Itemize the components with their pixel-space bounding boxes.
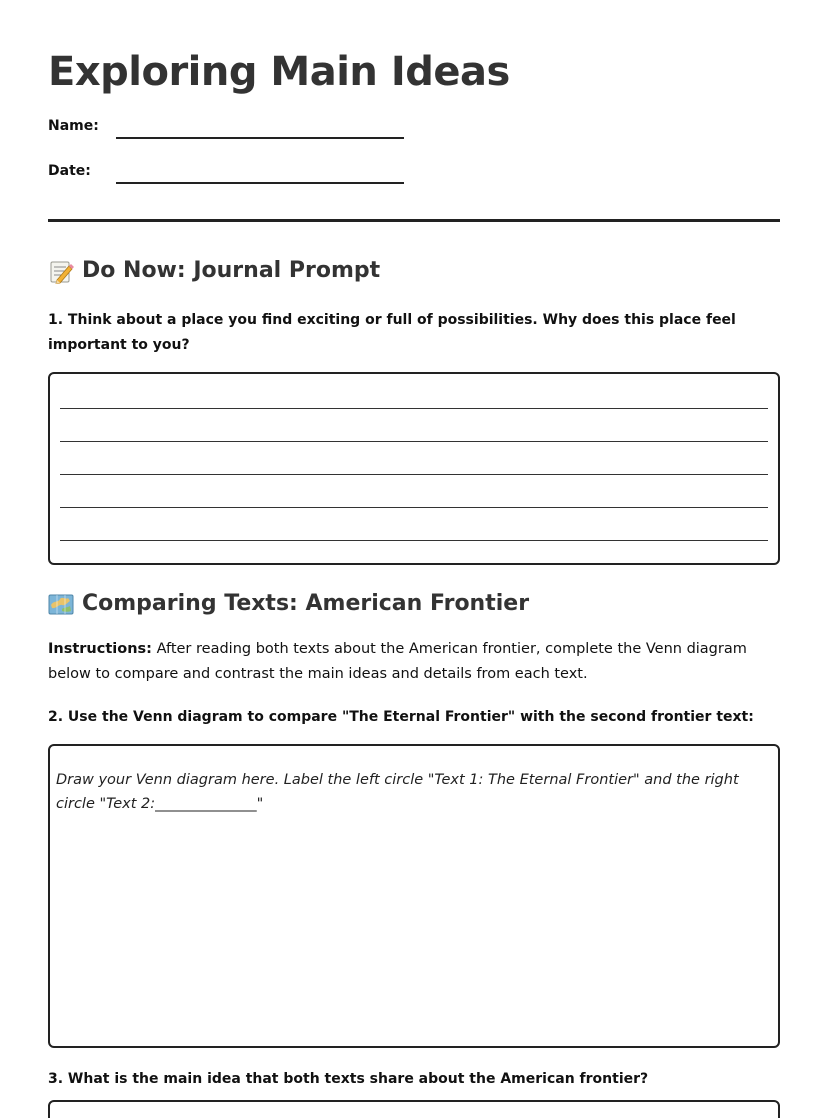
venn-diagram-prompt: Draw your Venn diagram here. Label the left circle "Text 1: The Eternal Frontier" and the right circle "Text 2:______________": [56, 772, 739, 812]
date-label: Date:: [48, 163, 91, 179]
page-title: Exploring Main Ideas: [48, 49, 510, 95]
date-field[interactable]: [116, 182, 404, 184]
comparing-texts-heading-text: Comparing Texts: American Frontier: [82, 591, 530, 616]
name-label: Name:: [48, 118, 99, 134]
question-1: 1. Think about a place you find exciting or full of possibilities. Why does this place feel important to you?: [48, 312, 736, 353]
instructions-paragraph: [48, 637, 780, 687]
instructions-text: After reading both texts about the American frontier, complete the Venn diagram below to compare and contrast the main ideas and details from each text.: [48, 641, 747, 682]
header-divider: [48, 219, 780, 222]
writing-line: [60, 441, 768, 442]
name-field[interactable]: [116, 137, 404, 139]
instructions-label: Instructions:: [48, 641, 152, 657]
map-icon: [48, 591, 74, 617]
venn-diagram-box[interactable]: [48, 744, 780, 1048]
writing-line: [60, 540, 768, 541]
memo-pencil-icon: [48, 258, 74, 284]
do-now-heading-text: Do Now: Journal Prompt: [82, 258, 381, 283]
question-3: 3. What is the main idea that both texts share about the American frontier?: [48, 1071, 649, 1087]
comparing-texts-heading: [48, 589, 529, 619]
writing-line: [60, 507, 768, 508]
do-now-heading: [48, 256, 380, 286]
question-2: 2. Use the Venn diagram to compare "The Eternal Frontier" with the second frontier text:: [48, 709, 754, 725]
main-idea-answer-box[interactable]: [48, 1100, 780, 1118]
writing-line: [60, 474, 768, 475]
journal-answer-box[interactable]: [48, 372, 780, 565]
writing-line: [60, 408, 768, 409]
